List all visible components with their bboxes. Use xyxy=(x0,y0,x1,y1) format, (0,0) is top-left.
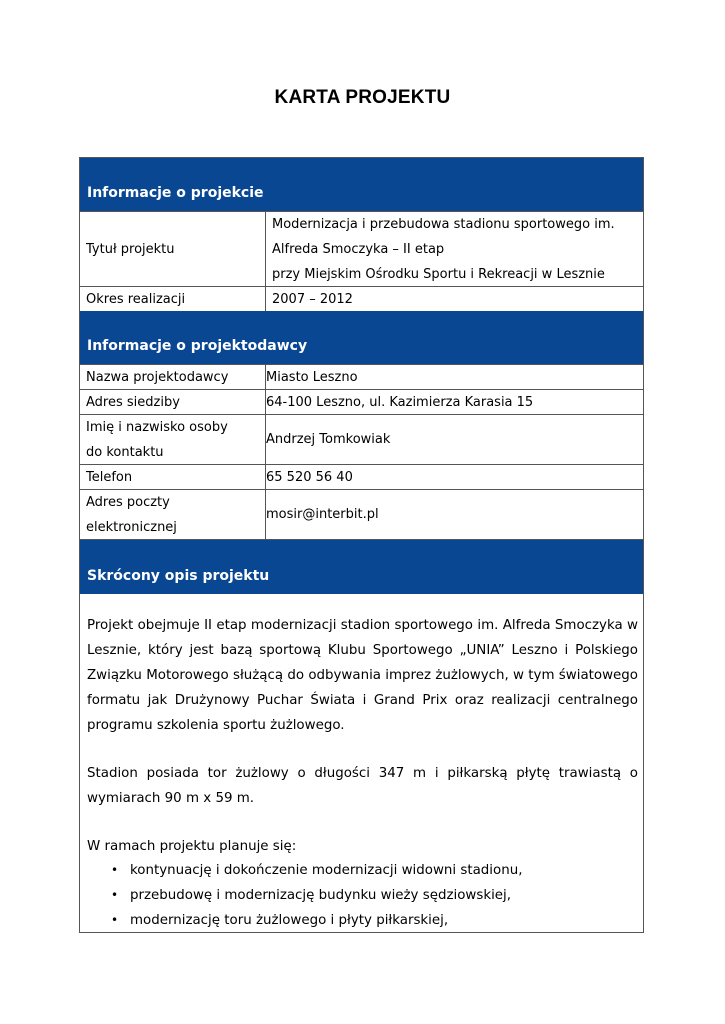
applicant-name-label: Nazwa projektodawcy xyxy=(86,370,229,385)
row-contact-person xyxy=(80,414,643,464)
contact-label-line-1: Imię i nazwisko osoby xyxy=(86,420,228,435)
summary-text: W ramach projektu planuje się: xyxy=(87,839,297,854)
list-item-text: modernizację toru żużlowego i płyty piłkarskiej, xyxy=(130,913,449,928)
project-card xyxy=(79,157,644,933)
label-cell xyxy=(80,287,266,311)
label-cell xyxy=(80,465,266,489)
list-item-text: przebudowę i modernizację budynku wieży sędziowskiej, xyxy=(130,888,512,903)
period-label: Okres realizacji xyxy=(86,292,186,307)
value-cell xyxy=(266,212,643,286)
label-cell xyxy=(80,390,266,414)
list-item xyxy=(80,858,631,883)
contact-value: Andrzej Tomkowiak xyxy=(266,432,391,447)
section-title: Informacje o projekcie xyxy=(87,185,264,201)
label-cell xyxy=(80,415,266,464)
label-cell xyxy=(80,212,266,286)
section-header-applicant-info xyxy=(80,311,643,364)
contact-label-line-2: do kontaktu xyxy=(86,445,164,460)
section-header-project-info xyxy=(80,158,643,211)
row-project-title xyxy=(80,211,643,286)
row-phone xyxy=(80,464,643,489)
value-cell xyxy=(266,365,643,389)
project-title-line-1: Modernizacja i przebudowa stadionu sportowego im. xyxy=(272,217,615,232)
bullet-icon: • xyxy=(111,888,119,902)
bullet-icon: • xyxy=(111,913,119,927)
row-email xyxy=(80,489,643,539)
value-cell xyxy=(266,490,643,539)
applicant-name-value: Miasto Leszno xyxy=(266,370,358,385)
page-title: KARTA PROJEKTU xyxy=(274,87,451,108)
list-item-text: kontynuację i dokończenie modernizacji widowni stadionu, xyxy=(130,863,523,878)
email-label-line-2: elektronicznej xyxy=(86,520,177,535)
list-item xyxy=(80,908,631,933)
value-cell xyxy=(266,390,643,414)
phone-label: Telefon xyxy=(86,470,133,485)
bullet-icon: • xyxy=(111,863,119,877)
phone-value: 65 520 56 40 xyxy=(266,470,353,485)
summary-paragraph-1 xyxy=(87,613,638,738)
row-address xyxy=(80,389,643,414)
value-cell xyxy=(266,287,643,311)
row-applicant-name xyxy=(80,364,643,389)
address-value: 64-100 Leszno, ul. Kazimierza Karasia 15 xyxy=(266,395,534,410)
project-title-label: Tytuł projektu xyxy=(86,242,175,257)
summary-text: Stadion posiada tor żużlowy o długości 347 m i piłkarską płytę trawiastą o wymiarach 90 m x 59 m. xyxy=(87,766,638,806)
project-title-line-3: przy Miejskim Ośrodku Sportu i Rekreacji w Lesznie xyxy=(272,267,605,282)
summary-text: Projekt obejmuje II etap modernizacji stadion sportowego im. Alfreda Smoczyka w Lesznie, który jest bazą sportową Klubu Sportowego „UNIA” Leszno i Polskiego Związku Motorowego służącą do odbywania imprez żużlowych, w tym światowego formatu jak Drużynowy Puchar Świata i Grand Prix oraz realizacji centralnego programu szkolenia sportu żużlowego. xyxy=(87,618,638,733)
label-cell xyxy=(80,490,266,539)
project-title-line-2: Alfreda Smoczyka – II etap xyxy=(272,242,445,257)
section-header-summary xyxy=(80,539,643,594)
email-value: mosir@interbit.pl xyxy=(266,507,379,522)
list-item xyxy=(80,883,631,908)
section-title: Skrócony opis projektu xyxy=(87,568,270,584)
label-cell xyxy=(80,365,266,389)
address-label: Adres siedziby xyxy=(86,395,180,410)
row-period xyxy=(80,286,643,311)
bullet-list xyxy=(80,858,631,933)
value-cell xyxy=(266,415,643,464)
section-title: Informacje o projektodawcy xyxy=(87,338,308,354)
summary-paragraph-3 xyxy=(87,834,638,859)
value-cell xyxy=(266,465,643,489)
email-label-line-1: Adres poczty xyxy=(86,495,170,510)
period-value: 2007 – 2012 xyxy=(272,292,353,307)
summary-paragraph-2 xyxy=(87,761,638,811)
